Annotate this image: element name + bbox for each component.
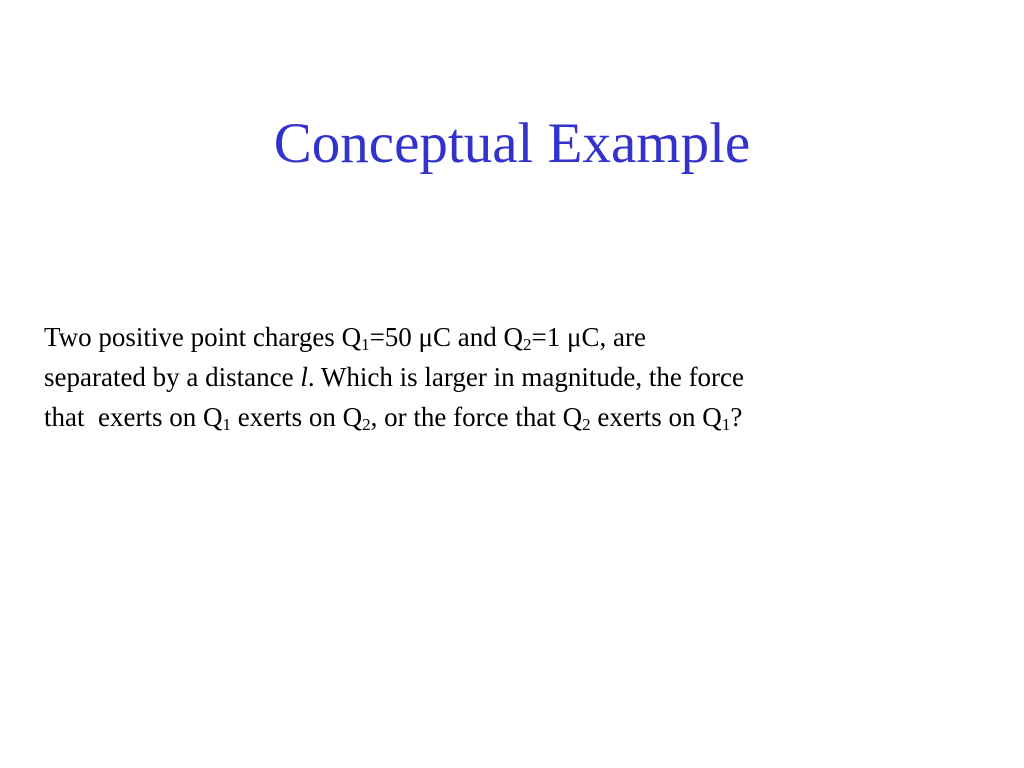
question-line-1: [44, 317, 984, 357]
text-segment: =1 μC, are: [531, 322, 646, 352]
text-segment: exerts on Q: [230, 402, 363, 432]
text-segment: that exerts on Q: [44, 402, 223, 432]
question-line-2: [44, 357, 984, 397]
text-segment: , or the force that Q: [370, 402, 583, 432]
text-segment: ?: [730, 402, 743, 432]
subscript: 2: [582, 415, 591, 434]
text-segment: . Which is larger in magnitude, the force: [307, 362, 745, 392]
question-text: [44, 317, 984, 437]
subscript: 1: [361, 335, 370, 354]
subscript: 2: [362, 415, 371, 434]
slide-title: Conceptual Example: [273, 112, 751, 175]
question-line-3: [44, 397, 984, 437]
text-segment: Two positive point charges Q: [44, 322, 362, 352]
subscript: 2: [523, 335, 532, 354]
text-segment: separated by a distance: [44, 362, 301, 392]
distance-variable: l: [300, 362, 308, 392]
text-segment: exerts on Q: [590, 402, 722, 432]
subscript: 1: [222, 415, 231, 434]
subscript: 1: [721, 415, 731, 434]
text-segment: =50 μC and Q: [369, 322, 524, 352]
